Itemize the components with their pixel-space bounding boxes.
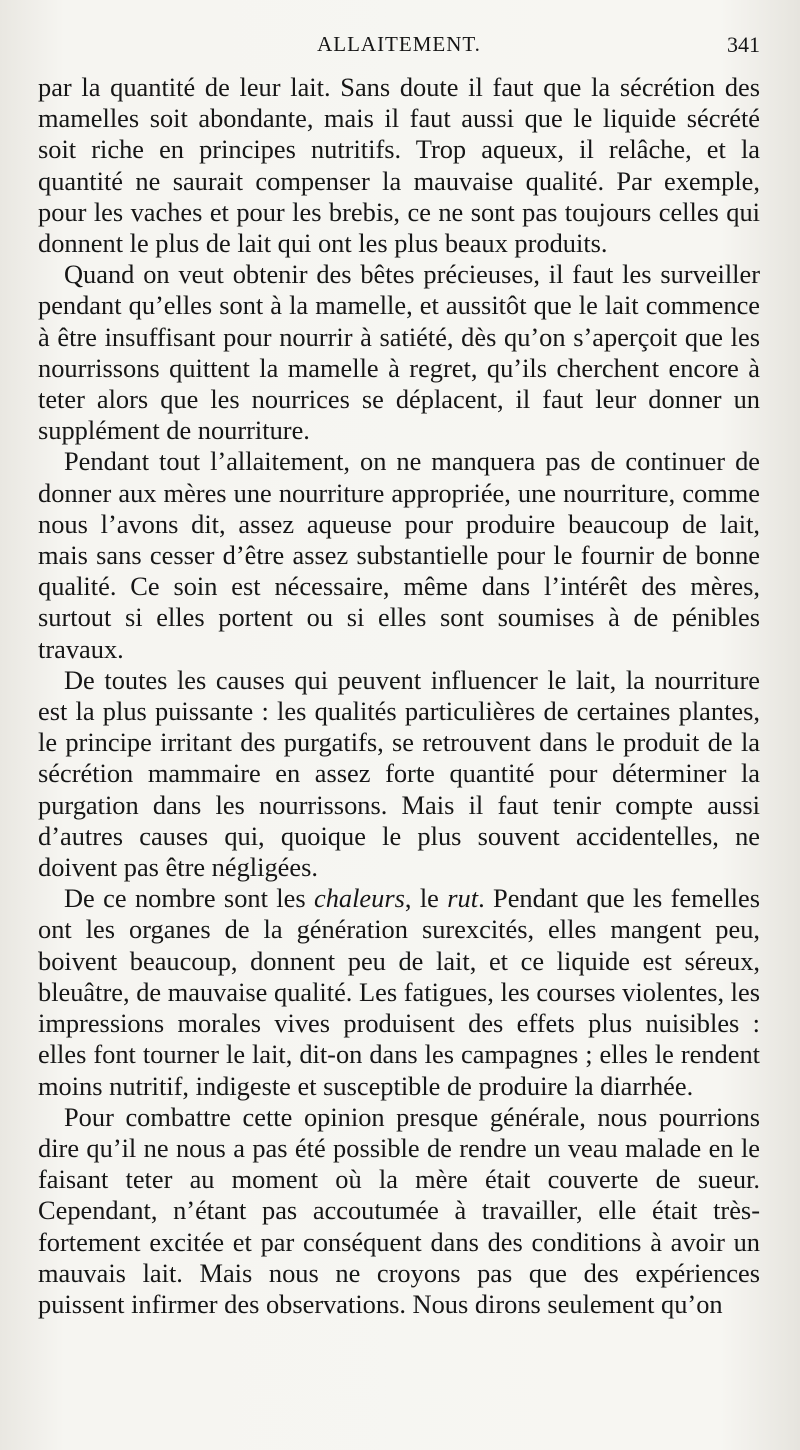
page-header (38, 28, 760, 72)
paragraph-3: Pendant tout l’allaitement, on ne manquera pas de continuer de donner aux mères une nourriture appropriée, une nourriture, comme nous l’avons dit, assez aqueuse pour produire beaucoup de lait, mais sans cesser d’être assez substantielle pour le fournir de bonne qualité. Ce soin est nécessaire, même dans l’intérêt des mères, surtout si elles portent ou si elles sont soumises à de pénibles travaux. (38, 446, 760, 664)
running-title: ALLAITEMENT. (317, 32, 481, 56)
paragraph-6: Pour combattre cette opinion presque générale, nous pourrions dire qu’il ne nous a pas été possible de rendre un veau malade en le faisant teter au moment où la mère était couverte de sueur. Cependant, n’étant pas accoutumée à travailler, elle était très-fortement excitée et par conséquent dans des conditions à avoir un mauvais lait. Mais nous ne croyons pas que des expériences puissent infirmer des observations. Nous dirons seulement qu’on (38, 1101, 760, 1319)
page-number: 341 (727, 32, 760, 57)
paragraph-5-middle: , le (404, 883, 448, 914)
paragraph-5 (38, 883, 760, 1101)
paragraph-5-italic-chaleurs: chaleurs (313, 883, 405, 914)
paragraph-5-italic-rut: rut (447, 883, 479, 914)
paragraph-5-after: . Pendant que les femelles ont les organes de la génération surexcités, elles mangent peu, boivent beaucoup, donnent peu de lait, et ce liquide est séreux, bleuâtre, de mauvaise qualité. Les fatigues, les courses violentes, les impressions morales vives produisent des effets plus nuisibles : elles font tourner le lait, dit-on dans les campagnes ; elles le rendent moins nutritif, indigeste et susceptible de produire la diarrhée. (38, 883, 760, 1101)
paragraph-1: par la quantité de leur lait. Sans doute il faut que la sécrétion des mamelles soit abondante, mais il faut aussi que le liquide sécrété soit riche en principes nutritifs. Trop aqueux, il relâche, et la quantité ne saurait compenser la mauvaise qualité. Par exemple, pour les vaches et pour les brebis, ce ne sont pas toujours celles qui donnent le plus de lait qui ont les plus beaux produits. (38, 72, 760, 259)
body-text (38, 72, 760, 1320)
paragraph-2: Quand on veut obtenir des bêtes précieuses, il faut les surveiller pendant qu’elles sont à la mamelle, et aussitôt que le lait commence à être insuffisant pour nourrir à satiété, dès qu’on s’aperçoit que les nourrissons quittent la mamelle à regret, qu’ils cherchent encore à teter alors que les nourrices se déplacent, il faut leur donner un supplément de nourriture. (38, 259, 760, 446)
paragraph-5-before: De ce nombre sont les (64, 883, 314, 914)
paragraph-4: De toutes les causes qui peuvent influencer le lait, la nourriture est la plus puissante : les qualités particulières de certaines plantes, le principe irritant des purgatifs, se retrouvent dans le produit de la sécrétion mammaire en assez forte quantité pour déterminer la purgation dans les nourrissons. Mais il faut tenir compte aussi d’autres causes qui, quoique le plus souvent accidentelles, ne doivent pas être négligées. (38, 664, 760, 883)
